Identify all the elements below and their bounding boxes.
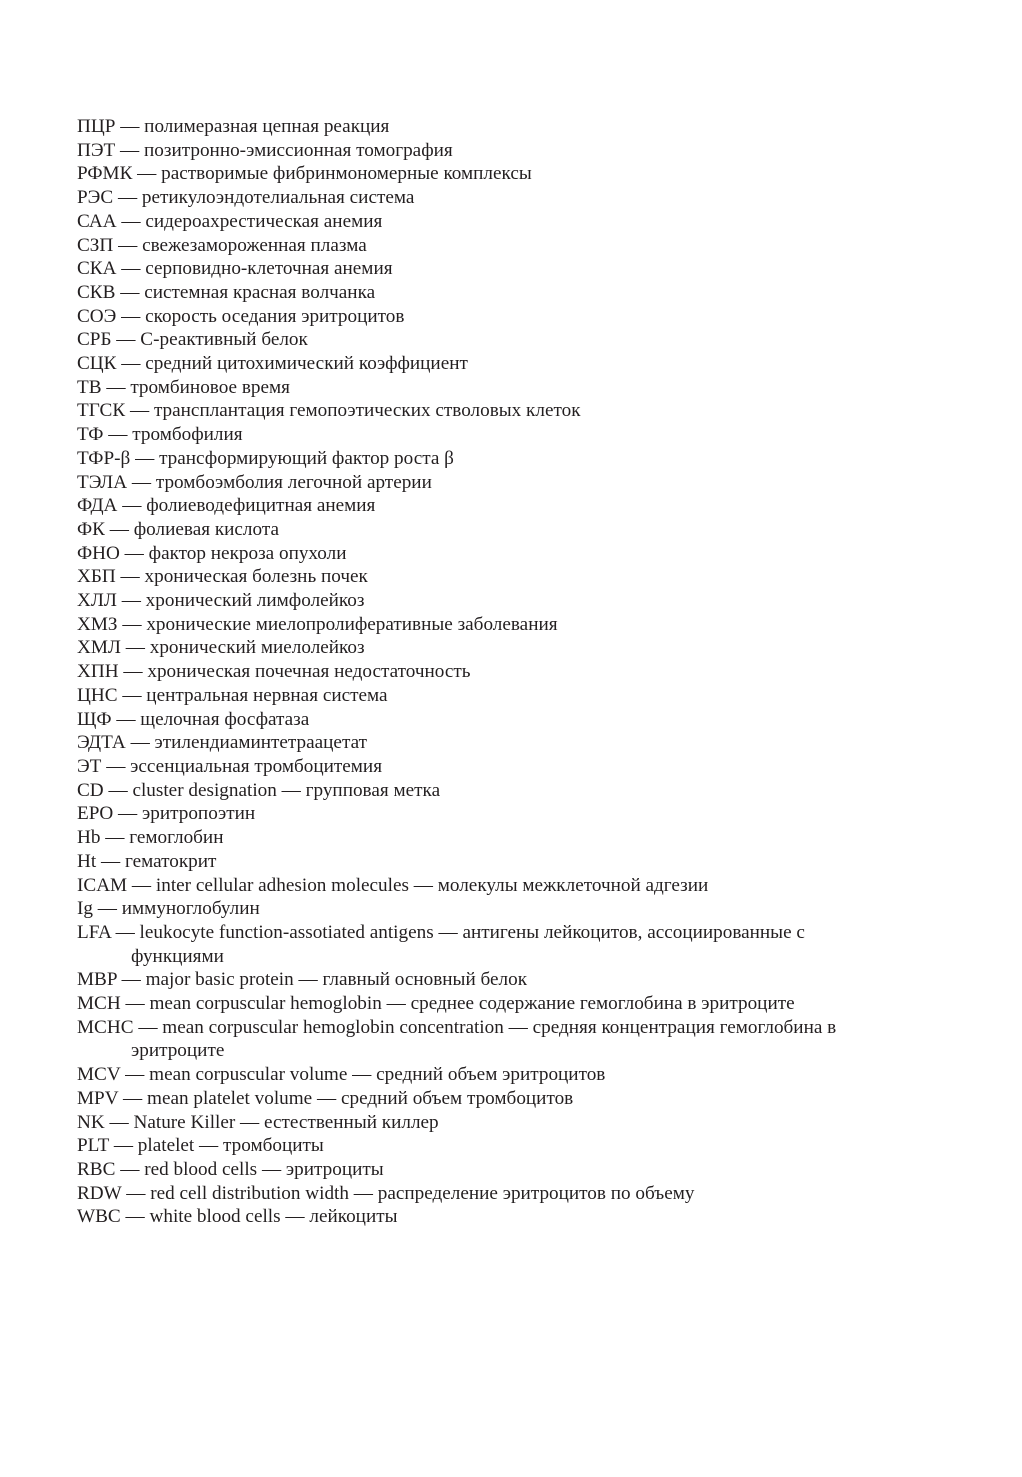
abbreviation-separator: — [126,1182,146,1204]
abbreviation-entry [77,802,887,826]
abbreviation-definition: скорость оседания эритроцитов [145,305,405,327]
abbreviation-entry [77,708,887,732]
abbreviation-definition: хронические миелопролиферативные заболевания [146,613,558,635]
abbreviation-entry [77,1063,887,1087]
abbreviation-term: MBP [77,969,117,991]
abbreviation-term: CD [77,779,104,801]
abbreviation-term: ТФ [77,424,104,446]
abbreviation-separator: — [118,234,138,256]
abbreviation-entry [77,471,887,495]
abbreviation-term: СРБ [77,329,112,351]
abbreviation-term: СОЭ [77,305,117,327]
abbreviation-definition: Nature Killer — естественный киллер [133,1111,439,1133]
abbreviation-entry [77,542,887,566]
abbreviation-term: ТГСК [77,400,126,422]
abbreviation-entry [77,1134,887,1158]
abbreviation-definition: inter cellular adhesion molecules — молекулы межклеточной адгезии [155,874,709,896]
abbreviation-definition: средний цитохимический коэффициент [145,353,468,375]
abbreviation-definition: фолиеводефицитная анемия [146,495,376,517]
abbreviation-separator: — [100,850,121,872]
abbreviation-separator: — [120,1158,140,1180]
abbreviation-entry [77,1016,887,1063]
abbreviation-separator: — [135,447,155,469]
abbreviation-term: СКВ [77,281,116,303]
abbreviation-definition: свежезамороженная плазма [142,234,367,256]
abbreviation-definition: системная красная волчанка [144,281,376,303]
abbreviation-separator: — [129,400,150,422]
abbreviation-separator: — [121,353,141,375]
abbreviation-definition: leukocyte function-assotiated antigens — антигены лейкоцитов, ассоциированные с функциями [131,921,805,967]
abbreviation-separator: — [124,542,144,564]
abbreviation-separator: — [109,518,129,540]
abbreviation-separator: — [130,732,150,754]
abbreviation-definition: major basic protein — главный основный белок [145,969,528,991]
abbreviation-term: WBC [77,1206,121,1228]
abbreviation-definition: позитронно-эмиссионная томография [144,139,453,161]
abbreviation-separator: — [109,1111,129,1133]
abbreviation-definition: хронический лимфолейкоз [145,590,365,612]
abbreviation-separator: — [131,874,152,896]
abbreviation-definition: red cell distribution width — распределение эритроцитов по объему [150,1182,695,1204]
abbreviation-entry [77,684,887,708]
abbreviation-term: ПЦР [77,116,116,137]
abbreviation-term: СКА [77,258,117,280]
abbreviation-term: EPO [77,803,114,825]
abbreviation-separator: — [108,424,128,446]
abbreviation-entry [77,755,887,779]
abbreviation-term: ХМЛ [77,637,121,659]
abbreviation-term: ЩФ [77,708,112,730]
abbreviation-separator: — [131,471,152,493]
abbreviation-entry [77,874,887,898]
abbreviation-entry [77,1158,887,1182]
abbreviation-term: ПЭТ [77,139,116,161]
abbreviation-term: СЦК [77,353,117,375]
abbreviation-term: PLT [77,1135,110,1157]
abbreviation-definition: platelet — тромбоциты [137,1135,324,1157]
abbreviation-entry [77,257,887,281]
abbreviation-term: ТЭЛА [77,471,128,493]
abbreviation-term: ЦНС [77,684,118,706]
abbreviation-term: ХПН [77,661,119,683]
abbreviation-definition: mean corpuscular volume — средний объем эритроцитов [149,1064,606,1086]
abbreviation-term: САА [77,210,117,232]
abbreviation-separator: — [138,1016,158,1038]
abbreviation-definition: фактор некроза опухоли [148,542,347,564]
abbreviation-term: ХМЗ [77,613,118,635]
abbreviation-entry [77,210,887,234]
abbreviation-definition: растворимые фибринмономерные комплексы [161,163,532,185]
abbreviation-separator: — [137,163,157,185]
abbreviation-definition: хронический миелолейкоз [149,637,365,659]
abbreviation-separator: — [113,1135,133,1157]
abbreviation-term: MCV [77,1064,121,1086]
abbreviation-separator: — [120,139,140,161]
abbreviation-definition: тромбоэмболия легочной артерии [155,471,432,493]
abbreviation-entry [77,613,887,637]
abbreviation-term: ТВ [77,376,102,398]
abbreviation-entry [77,992,887,1016]
abbreviation-definition: white blood cells — лейкоциты [149,1206,398,1228]
abbreviation-term: MCHC [77,1016,134,1038]
abbreviation-definition: эритропоэтин [142,803,256,825]
abbreviation-term: ФК [77,518,105,540]
abbreviation-entry [77,376,887,400]
abbreviation-entry [77,565,887,589]
abbreviation-entry [77,186,887,210]
abbreviation-term: СЗП [77,234,114,256]
abbreviation-separator: — [121,258,141,280]
abbreviation-page [77,115,887,1229]
abbreviation-separator: — [105,827,125,849]
abbreviation-definition: сидероахрестическая анемия [145,210,383,232]
abbreviation-definition: cluster designation — групповая метка [132,779,441,801]
abbreviation-separator: — [121,590,141,612]
abbreviation-definition: mean corpuscular hemoglobin — среднее содержание гемоглобина в эритроците [149,993,795,1015]
abbreviation-entry [77,636,887,660]
abbreviation-term: ЭДТА [77,732,126,754]
abbreviation-entry [77,850,887,874]
abbreviation-term: ФНО [77,542,120,564]
abbreviation-separator: — [116,708,136,730]
abbreviation-term: ICAM [77,874,128,896]
abbreviation-separator: — [125,1064,145,1086]
abbreviation-definition: щелочная фосфатаза [140,708,310,730]
abbreviation-term: LFA [77,921,111,943]
abbreviation-definition: трансплантация гемопоэтических стволовых клеток [153,400,581,422]
abbreviation-separator: — [121,210,141,232]
abbreviation-definition: red blood cells — эритроциты [144,1158,384,1180]
abbreviation-entry [77,399,887,423]
abbreviation-entry [77,281,887,305]
abbreviation-entry [77,518,887,542]
abbreviation-definition: гематокрит [124,850,217,872]
abbreviation-term: ХБП [77,566,116,588]
abbreviation-separator: — [115,921,135,943]
abbreviation-definition: mean corpuscular hemoglobin concentration — средняя концентрация гемоглобина в эритроците [131,1016,837,1062]
abbreviation-definition: тромбиновое время [130,376,290,398]
abbreviation-separator: — [120,566,140,588]
abbreviation-term: ФДА [77,495,118,517]
abbreviation-separator: — [122,684,142,706]
abbreviation-entry [77,1205,887,1229]
abbreviation-entry [77,115,887,139]
abbreviation-entry [77,731,887,755]
abbreviation-definition: эссенциальная тромбоцитемия [130,755,383,777]
abbreviation-entry [77,921,887,968]
abbreviation-term: РФМК [77,163,133,185]
abbreviation-separator: — [125,637,145,659]
abbreviation-separator: — [122,495,142,517]
abbreviation-separator: — [123,661,143,683]
abbreviation-separator: — [117,187,138,209]
abbreviation-separator: — [121,305,141,327]
abbreviation-term: MCH [77,993,121,1015]
abbreviation-separator: — [120,116,140,137]
abbreviation-entry [77,1182,887,1206]
abbreviation-separator: — [121,969,141,991]
abbreviation-separator: — [106,376,126,398]
abbreviation-separator: — [97,898,117,920]
abbreviation-entry [77,352,887,376]
abbreviation-term: MPV [77,1087,119,1109]
abbreviation-definition: серповидно-клеточная анемия [145,258,393,280]
abbreviation-entry [77,826,887,850]
abbreviation-separator: — [122,613,142,635]
abbreviation-definition: С-реактивный белок [140,329,308,351]
abbreviation-separator: — [108,779,128,801]
abbreviation-term: ЭТ [77,755,102,777]
abbreviation-term: ТФР-β [77,447,131,469]
abbreviation-term: Hb [77,827,101,849]
abbreviation-term: RDW [77,1182,122,1204]
abbreviation-entry [77,305,887,329]
abbreviation-entry [77,423,887,447]
abbreviation-separator: — [118,803,138,825]
abbreviation-separator: — [106,755,126,777]
abbreviation-entry [77,968,887,992]
abbreviation-entry [77,1087,887,1111]
abbreviation-entry [77,1111,887,1135]
abbreviation-term: ХЛЛ [77,590,117,612]
abbreviation-separator: — [123,1087,143,1109]
abbreviation-definition: фолиевая кислота [133,518,279,540]
abbreviation-term: RBC [77,1158,116,1180]
abbreviation-definition: хроническая почечная недостаточность [147,661,471,683]
abbreviation-definition: этилендиаминтетраацетат [154,732,367,754]
abbreviation-definition: ретикулоэндотелиальная система [141,187,415,209]
abbreviation-list [77,115,887,1229]
abbreviation-definition: тромбофилия [132,424,243,446]
abbreviation-separator: — [120,281,140,303]
abbreviation-separator: — [125,1206,145,1228]
abbreviation-separator: — [125,993,145,1015]
abbreviation-term: Ig [77,898,93,920]
abbreviation-entry [77,234,887,258]
abbreviation-entry [77,162,887,186]
abbreviation-term: NK [77,1111,105,1133]
abbreviation-entry [77,660,887,684]
abbreviation-definition: гемоглобин [129,827,224,849]
abbreviation-definition: трансформирующий фактор роста β [159,447,454,469]
abbreviation-entry [77,897,887,921]
abbreviation-entry [77,328,887,352]
abbreviation-entry [77,589,887,613]
abbreviation-entry [77,779,887,803]
abbreviation-definition: mean platelet volume — средний объем тромбоцитов [147,1087,574,1109]
abbreviation-entry [77,494,887,518]
abbreviation-term: Ht [77,850,97,872]
abbreviation-definition: хроническая болезнь почек [144,566,368,588]
abbreviation-definition: иммуноглобулин [121,898,260,920]
abbreviation-definition: полимеразная цепная реакция [144,116,390,137]
abbreviation-definition: центральная нервная система [146,684,388,706]
abbreviation-term: РЭС [77,187,114,209]
abbreviation-entry [77,447,887,471]
abbreviation-separator: — [116,329,136,351]
abbreviation-entry [77,139,887,163]
